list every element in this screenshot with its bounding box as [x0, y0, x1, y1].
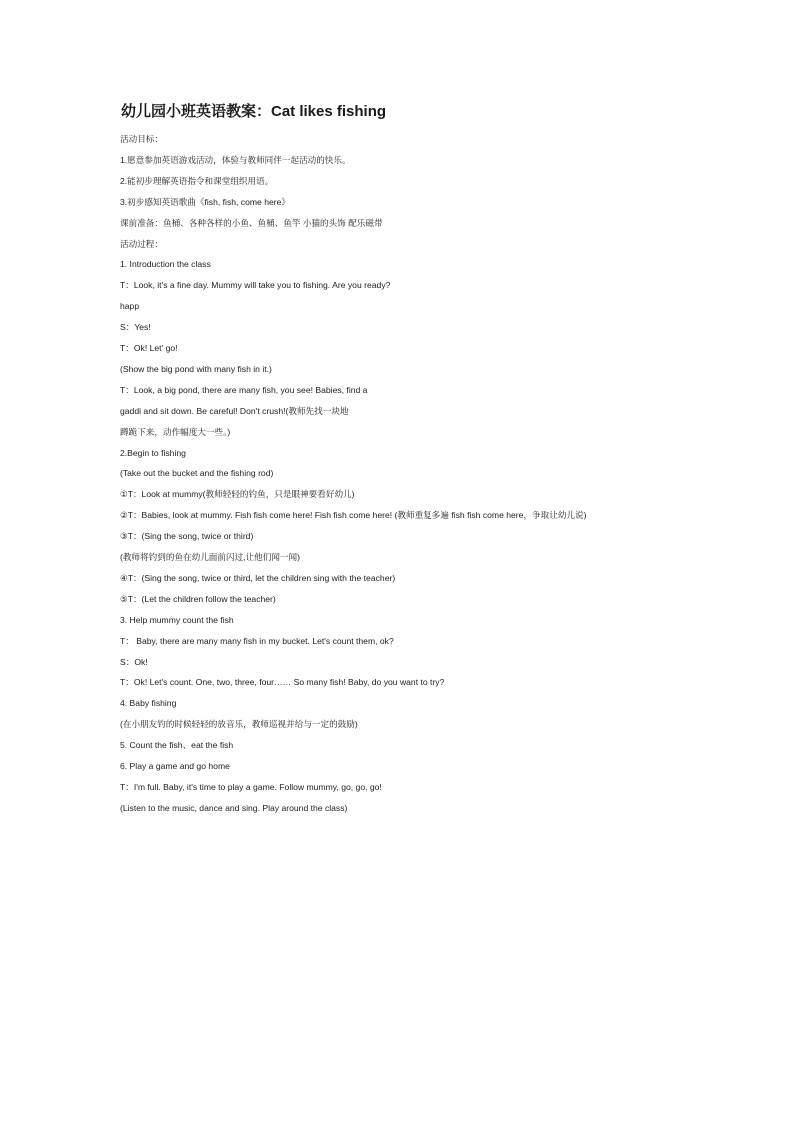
body-line: (教师将钓到的鱼在幼儿面前闪过,让他们闻一闻): [120, 552, 300, 562]
body-line: T：I'm full. Baby, it's time to play a game. Follow mummy, go, go, go!: [120, 781, 382, 792]
document-title: 幼儿园小班英语教案：Cat likes fishing: [121, 103, 387, 120]
body-line: S：Yes!: [120, 322, 151, 333]
body-line: ①T：Look at mummy(教师轻轻的钓鱼，只是眼神要看好幼儿): [120, 489, 355, 500]
body-line: 3. Help mummy count the fish: [120, 614, 234, 625]
body-line: (在小朋友钓的时候轻轻的放音乐，教师巡视并给与一定的鼓励): [120, 719, 358, 730]
body-line: 蹲跪下来，动作幅度大一些。): [120, 426, 231, 437]
body-line: T： Baby, there are many many fish in my bucket. Let's count them, ok?: [120, 635, 394, 646]
body-line: 4. Baby fishing: [120, 698, 177, 709]
body-line: 活动目标：: [120, 134, 163, 144]
body-line: 3.初步感知英语歌曲《fish, fish, come here》: [120, 196, 291, 207]
body-line: 2.能初步理解英语指令和课堂组织用语。: [120, 175, 274, 186]
body-line: T：Look, it's a fine day. Mummy will take you to fishing. Are you ready?: [120, 280, 391, 291]
body-line: (Take out the bucket and the fishing rod): [120, 468, 274, 479]
body-line: ②T：Babies, look at mummy. Fish fish come here! Fish fish come here! (教师重复多遍 fish fish come here，争取让幼儿说): [120, 510, 587, 521]
body-line: (Listen to the music, dance and sing. Play around the class): [120, 802, 348, 813]
body-line: ⑤T：(Let the children follow the teacher): [120, 593, 276, 604]
body-line: 6. Play a game and go home: [120, 761, 230, 771]
body-line: T：Look, a big pond, there are many fish, you see! Babies, find a: [120, 384, 368, 395]
body-line: ④T：(Sing the song, twice or third, let the children sing with the teacher): [120, 572, 396, 583]
body-line: 2.Begin to fishing: [120, 447, 186, 458]
body-line: gaddi and sit down. Be careful! Don't crush!(教师先找一块地: [120, 405, 349, 416]
body-line: S：Ok!: [120, 656, 148, 667]
body-line: ③T：(Sing the song, twice or third): [120, 531, 254, 542]
body-line: T：Ok! Let's count. One, two, three, four…… So many fish! Baby, do you want to try?: [120, 677, 445, 688]
body-line: T：Ok! Let' go!: [120, 343, 178, 353]
body-line: 1.愿意参加英语游戏活动，体验与教师同伴一起活动的快乐。: [120, 154, 351, 165]
body-line: 课前准备：鱼桶、各种各样的小鱼、鱼桶、鱼竿 小猫的头饰 配乐磁带: [120, 217, 383, 228]
body-line: 活动过程：: [120, 238, 163, 249]
body-line: 5. Count the fish、eat the fish: [120, 740, 234, 751]
body-line: happ: [120, 301, 140, 312]
body-line: (Show the big pond with many fish in it.): [120, 363, 272, 374]
body-line: 1. Introduction the class: [120, 259, 211, 270]
